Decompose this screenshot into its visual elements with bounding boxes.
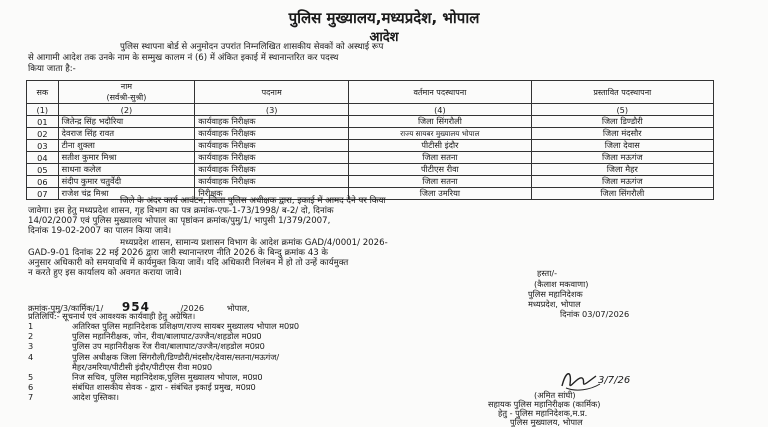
- row-sno: 01: [27, 116, 59, 128]
- list-item: 4 पुलिस अधीक्षक जिला सिंगरौली/डिण्डौरी/मंदसौर/देवास/सतना/मऊगंज/: [28, 351, 280, 362]
- endorsement-place: भोपाल,: [226, 303, 250, 313]
- row-name: साधना कलेल: [58, 164, 195, 176]
- row-sno: 06: [27, 176, 59, 188]
- endorsement-prefix: क्रमांक-पुमु/3/कार्मिक/1/: [28, 303, 104, 313]
- row-sno: 03: [27, 140, 59, 152]
- row-current: पीटीएस रीवा: [349, 164, 531, 176]
- signature1-place: मध्यप्रदेश, भोपाल: [528, 299, 581, 309]
- colnum-4: (4): [349, 104, 531, 116]
- body-p1-line-2: जावेगा। इस हेतु मध्यप्रदेश शासन, गृह विभाग का पत्र क्रमांक-एफ-1-73/1998/ ब-2/ दो, दिनांक: [28, 206, 334, 216]
- header-name-label: नाम: [120, 82, 133, 91]
- row-post: कार्यवाहक निरीक्षक: [195, 140, 349, 152]
- intro-line-1: पुलिस स्थापना बोर्ड से अनुमोदन उपरांत निम्नलिखित शासकीय सेवकों को अस्थाई रूप: [120, 42, 384, 52]
- header-proposed: प्रस्तावित पदस्थापना: [531, 81, 713, 104]
- row-proposed: जिला मैहर: [531, 164, 713, 176]
- row-current: जिला सतना: [349, 176, 531, 188]
- signature1-designation: पुलिस महानिदेशक: [528, 289, 583, 299]
- row-name: जितेन्द्र सिंह भदौरिया: [58, 116, 195, 128]
- intro-line-3: किया जाता है:-: [28, 64, 76, 74]
- row-name: संदीप कुमार चतुर्वेदी: [58, 176, 195, 188]
- row-current: जिला सतना: [349, 152, 531, 164]
- row-proposed: जिला सिंगरौली: [531, 188, 713, 200]
- table-row: [27, 128, 714, 140]
- row-proposed: जिला मऊगंज: [531, 152, 713, 164]
- signature2-mark: 3/7/26: [598, 375, 631, 386]
- row-post: निरीक्षक: [195, 188, 349, 200]
- document-subtitle: आदेश: [369, 30, 399, 45]
- list-item: 5 निज सचिव, पुलिस महानिदेशक,पुलिस मुख्यालय भोपाल, म0प्र0: [28, 372, 263, 383]
- intro-line-2: से आगामी आदेश तक उनके नाम के सम्मुख कालम नं (6) में अंकित इकाई में स्थानान्तरित कर पदस्थ: [28, 53, 339, 63]
- row-post: कार्यवाहक निरीक्षक: [195, 164, 349, 176]
- list-item: 7 आदेश पुस्तिका।: [28, 392, 120, 403]
- row-current: जिला उमरिया: [349, 188, 531, 200]
- row-post: कार्यवाहक निरीक्षक: [195, 128, 349, 140]
- row-current: जिला सिंगरौली: [349, 116, 531, 128]
- copy-list: [28, 321, 299, 403]
- colnum-3: (3): [195, 104, 349, 116]
- list-item: 2 पुलिस महानिरीक्षक, जोन, रीवा/बालाघाट/उज्जैन/शहडोल म0प्र0: [28, 331, 262, 342]
- signature2-for: हेतु - पुलिस महानिदेशक,म.प्र.: [498, 408, 588, 418]
- table-row: [27, 140, 714, 152]
- colnum-1: (1): [27, 104, 59, 116]
- colnum-5: (5): [531, 104, 713, 116]
- header-current: वर्तमान पदस्थापना: [349, 81, 531, 104]
- row-current: पीटीसी इंदौर: [349, 140, 531, 152]
- row-current: राज्य सायबर मुख्यालय भोपाल: [349, 128, 531, 140]
- row-post: कार्यवाहक निरीक्षक: [195, 152, 349, 164]
- row-proposed: जिला डिण्डौरी: [531, 116, 713, 128]
- copy-line: प्रतिलिपि:- सूचनार्थ एवं आवश्यक कार्यवाही हेतु अग्रेषित।: [28, 311, 196, 321]
- body-p2-line-1: मध्यप्रदेश शासन, सामान्य प्रशासन विभाग के आदेश क्रमांक GAD/4/0001/ 2026-: [120, 238, 388, 248]
- transfer-table: [26, 80, 714, 200]
- endorsement-number: 954: [121, 300, 150, 314]
- document-title: पुलिस मुख्यालय,मध्यप्रदेश, भोपाल: [288, 9, 480, 27]
- row-post: कार्यवाहक निरीक्षक: [195, 116, 349, 128]
- row-sno: 07: [27, 188, 59, 200]
- row-sno: 05: [27, 164, 59, 176]
- signature1-date: दिनांक 03/07/2026: [560, 309, 630, 319]
- header-sno: सक: [27, 81, 59, 104]
- signature2-designation: सहायक पुलिस महानिरीक्षक (कार्मिक): [488, 399, 601, 409]
- row-sno: 02: [27, 128, 59, 140]
- list-item: मैहर/उमरिया/पीटीसी इंदौर/पीटीएस रीवा म0प्र0: [72, 361, 213, 372]
- body-p1-line-4: दिनांक 19-02-2007 का पालन किया जावे।: [28, 226, 172, 236]
- list-item: 1 अतिरिक्त पुलिस महानिदेशक प्रशिक्षण/राज्य सायबर मुख्यालय भोपाल म0प्र0: [28, 321, 300, 331]
- list-item: 3 पुलिस उप महानिरीक्षक रेंज रीवा/बालाघाट/उज्जैन/शहडोल म0प्र0: [28, 341, 265, 352]
- signature1-name: (कैलाश मकवाणा): [534, 279, 589, 289]
- row-name: सतीश कुमार मिश्रा: [58, 152, 195, 164]
- body-p2-line-4: न करते हुए इस कार्यालय को अवगत कराया जावे।: [28, 268, 182, 278]
- table-row: [27, 176, 714, 188]
- table-header-row: [27, 81, 714, 104]
- endorsement-year: /2026: [180, 303, 205, 313]
- list-item: 6 संबंधित शासकीय सेवक - द्वारा - संबंधित इकाई प्रमुख, म0प्र0: [28, 382, 256, 393]
- row-proposed: जिला मऊगंज: [531, 176, 713, 188]
- table-colnum-row: [27, 104, 714, 116]
- colnum-2: (2): [58, 104, 195, 116]
- table-row: [27, 164, 714, 176]
- signature2-name: (अमित सांघी): [534, 390, 576, 400]
- signature2-office: पुलिस मुख्यालय, भोपाल: [510, 417, 583, 427]
- header-name: [58, 81, 195, 104]
- body-p2-line-3: अनुसार अधिकारी को समयावधि में कार्यमुक्त किया जावें। यदि अधिकारी निलंबन में हो तो उन्हें कार्यमुक्त: [28, 258, 349, 268]
- body-p2-line-2: GAD-9-01 दिनांक 22 मई 2026 द्वारा जारी स्थानान्तरण नीति 2026 के बिन्दु क्रमांक 43 के: [28, 248, 329, 258]
- row-name: टीना शुक्ला: [58, 140, 195, 152]
- row-name: राजेश चंद्र मिश्रा: [58, 188, 195, 200]
- row-sno: 04: [27, 152, 59, 164]
- table-row: [27, 116, 714, 128]
- body-p1-line-3: 14/02/2007 एवं पुलिस मुख्यालय भोपाल का पृष्ठांकन क्रमांक/पुमु/1/ भापुसी 1/379/2007,: [28, 216, 331, 226]
- table-row: [27, 152, 714, 164]
- row-proposed: जिला मंदसौर: [531, 128, 713, 140]
- row-name: देवराज सिंह रावत: [58, 128, 195, 140]
- row-proposed: जिला देवास: [531, 140, 713, 152]
- header-name-sub: (सर्वश्री-सुश्री): [106, 93, 147, 102]
- row-post: कार्यवाहक निरीक्षक: [195, 176, 349, 188]
- header-post: पदनाम: [195, 81, 349, 104]
- signature1-signed: हस्ता/-: [537, 268, 558, 278]
- body-p1-line-1: जिले के अंदर कार्य आवंटन, जिला पुलिस अधीक्षक द्वारा, इकाई में आमद देने पर किया: [120, 196, 386, 206]
